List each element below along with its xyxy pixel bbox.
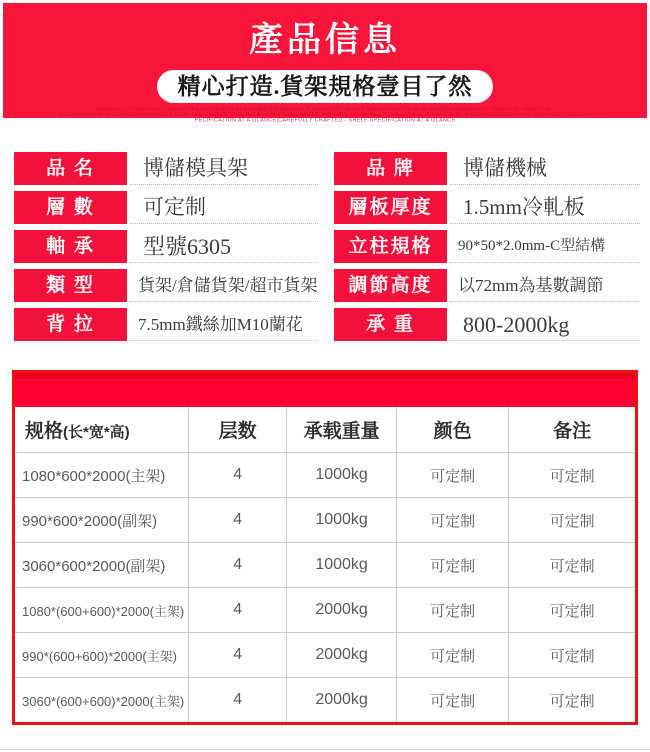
- cell-color: 可定制: [397, 633, 509, 678]
- cell-spec: 990*600*2000(副架): [15, 498, 189, 543]
- cell-remark: 可定制: [509, 633, 635, 678]
- cell-spec: 990*(600+600)*2000(主架): [15, 633, 189, 678]
- cell-layers: 4: [189, 453, 287, 498]
- spec-row-type: [14, 269, 318, 302]
- cell-layers: 4: [189, 678, 287, 723]
- spec-summary-section: [0, 152, 650, 347]
- cell-spec: 1080*600*2000(主架): [15, 453, 189, 498]
- spec-label: 類 型: [14, 269, 127, 302]
- cell-load: 2000kg: [287, 633, 397, 678]
- fineprint-line: ECIFICATION AT A GLANCE|CAREFULLY CRAFTED - SHELF SPECIFICATION AT A GLANCE|CAREFULLY CRAFTED - SHELF SPECIFICATION AT A GLANCE|CAREFULLY CRAFTED - SHELF S: [58, 112, 592, 118]
- spec-value: 800-2000kg: [450, 308, 640, 341]
- spec-row-product-name: [14, 152, 318, 185]
- spec-row-board-thickness: [334, 191, 640, 224]
- spec-label: 立柱規格: [334, 230, 447, 263]
- spec-value: 1.5mm冷軋板: [450, 191, 640, 224]
- spec-value: 7.5mm鐵絲加M10蘭花: [130, 308, 318, 341]
- cell-remark: 可定制: [509, 543, 635, 588]
- table-row: [15, 633, 635, 678]
- cell-load: 2000kg: [287, 588, 397, 633]
- cell-remark: 可定制: [509, 588, 635, 633]
- spec-table: [15, 407, 635, 722]
- cell-color: 可定制: [397, 543, 509, 588]
- banner-fineprint: [35, 107, 615, 123]
- spec-value: 90*50*2.0mm-C型結構: [450, 230, 640, 263]
- cell-spec: 3060*600*2000(副架): [15, 543, 189, 588]
- bottom-divider: [0, 749, 650, 750]
- product-info-banner: [3, 3, 647, 124]
- spec-row-column-spec: [334, 230, 640, 263]
- fineprint-line: CAREFULLY CRAFTED - SHELF SPECIFICATION AT A GLANCE|CAREFULLY CRAFTED - SHELF SPECIFICATION AT A GLANCE|CAREFULLY CRAFTED - SHELF SP: [96, 107, 554, 113]
- cell-color: 可定制: [397, 453, 509, 498]
- cell-remark: 可定制: [509, 453, 635, 498]
- col-header-spec: 规格(长*宽*高): [25, 421, 130, 442]
- fineprint-line: PECIFICATION AT A GLANCE|CAREFULLY CRAFTED - SHELF SPECIFICATION AT A GLANCE: [194, 117, 456, 124]
- table-row: [15, 453, 635, 498]
- spec-value: 博儲模具架: [130, 152, 318, 185]
- spec-row-bearing: [14, 230, 318, 263]
- cell-color: 可定制: [397, 498, 509, 543]
- table-row: [15, 498, 635, 543]
- spec-row-layers: [14, 191, 318, 224]
- spec-table-container: [12, 370, 638, 725]
- cell-load: 1000kg: [287, 543, 397, 588]
- cell-layers: 4: [189, 588, 287, 633]
- banner-subtitle-pill: 精心打造.貨架規格壹目了然: [157, 70, 494, 103]
- spec-label: 品 名: [14, 152, 127, 185]
- col-header-layers: 层数: [189, 407, 287, 453]
- cell-spec: 3060*(600+600)*2000(主架): [15, 678, 189, 723]
- table-row: [15, 678, 635, 723]
- cell-load: 1000kg: [287, 453, 397, 498]
- cell-layers: 4: [189, 498, 287, 543]
- col-header-spec-sub: (长*宽*高): [63, 424, 130, 441]
- cell-color: 可定制: [397, 588, 509, 633]
- spec-value: 貨架/倉儲貨架/超市貨架: [130, 269, 318, 302]
- spec-row-adjust-height: [334, 269, 640, 302]
- spec-value: 博儲機械: [450, 152, 640, 185]
- col-header-remark: 备注: [509, 407, 635, 453]
- table-header-row: [15, 407, 635, 453]
- table-row: [15, 588, 635, 633]
- spec-value: 型號6305: [130, 230, 318, 263]
- cell-color: 可定制: [397, 678, 509, 723]
- table-top-red-band: [15, 373, 635, 407]
- col-header-color: 颜色: [397, 407, 509, 453]
- cell-remark: 可定制: [509, 498, 635, 543]
- spec-label: 背 拉: [14, 308, 127, 341]
- cell-load: 2000kg: [287, 678, 397, 723]
- spec-label: 層 數: [14, 191, 127, 224]
- spec-label: 品 牌: [334, 152, 447, 185]
- spec-column-right: [325, 152, 650, 347]
- cell-spec: 1080*(600+600)*2000(主架): [15, 588, 189, 633]
- spec-label: 調節高度: [334, 269, 447, 302]
- spec-label: 承 重: [334, 308, 447, 341]
- spec-row-brand: [334, 152, 640, 185]
- spec-value: 以72mm為基數調節: [450, 269, 640, 302]
- cell-layers: 4: [189, 633, 287, 678]
- cell-load: 1000kg: [287, 498, 397, 543]
- spec-column-left: [0, 152, 325, 347]
- spec-label: 軸 承: [14, 230, 127, 263]
- spec-label: 層板厚度: [334, 191, 447, 224]
- spec-value: 可定制: [130, 191, 318, 224]
- cell-remark: 可定制: [509, 678, 635, 723]
- spec-row-back-tie: [14, 308, 318, 341]
- table-row: [15, 543, 635, 588]
- page-title: 產品信息: [249, 21, 401, 59]
- col-header-load: 承载重量: [287, 407, 397, 453]
- spec-row-load-capacity: [334, 308, 640, 341]
- cell-layers: 4: [189, 543, 287, 588]
